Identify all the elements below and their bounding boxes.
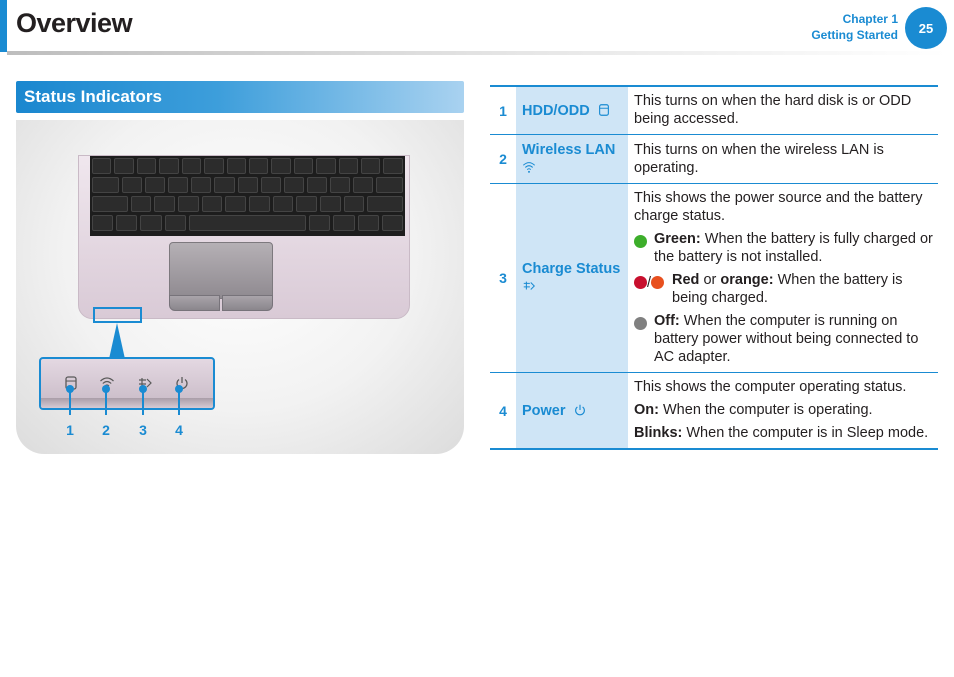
indicator-highlight-box (93, 307, 142, 323)
charge-state-green: Green: When the battery is fully charged or the battery is not installed. (634, 230, 938, 266)
row-description: This turns on when the wireless LAN is operating. (634, 141, 884, 176)
indicator-zoom-view (39, 357, 215, 410)
header-divider (7, 51, 947, 55)
row-name-cell (516, 135, 628, 184)
wifi-icon (522, 160, 536, 174)
callout-number-2: 2 (102, 422, 110, 438)
red-led-icon (634, 276, 647, 289)
status-indicator-table (490, 85, 938, 450)
callout-number-1: 1 (66, 422, 74, 438)
grey-led-icon (634, 317, 647, 330)
page-title: Overview (16, 8, 133, 38)
chapter-number: Chapter 1 (842, 12, 898, 26)
callout-line-3 (142, 389, 144, 415)
charge-icon (522, 279, 536, 293)
indicator-name: Power (522, 402, 566, 419)
callout-number-4: 4 (175, 422, 183, 438)
charge-state-off: Off: When the computer is running on battery power without being connected to AC adapter. (634, 312, 938, 366)
keyboard-illustration (90, 156, 405, 236)
table-row (490, 86, 938, 135)
indicator-name: Charge Status (522, 261, 621, 277)
orange-led-icon (651, 276, 664, 289)
callout-line-2 (105, 389, 107, 415)
laptop-illustration (78, 155, 410, 319)
chapter-label (811, 11, 898, 43)
section-heading-bar (16, 81, 464, 113)
touchpad-left-button (169, 295, 220, 311)
row-number: 4 (499, 402, 507, 419)
hdd-icon (597, 103, 611, 117)
chapter-name: Getting Started (811, 28, 898, 42)
row-name-cell (516, 184, 628, 373)
green-led-icon (634, 235, 647, 248)
row-number: 1 (499, 102, 507, 119)
callout-line-1 (69, 389, 71, 415)
touchpad-right-button (222, 295, 273, 311)
touchpad (169, 242, 273, 299)
power-blinks-state: Blinks: When the computer is in Sleep mode. (634, 425, 929, 441)
row-number: 3 (499, 270, 507, 286)
callout-line-4 (178, 389, 180, 415)
section-title: Status Indicators (24, 87, 162, 106)
table-row (490, 184, 938, 373)
row-description: This shows the computer operating status. On: When the computer is operating. Blinks: When the computer is in Sleep mode. (628, 373, 938, 450)
indicator-name: HDD/ODD (522, 102, 590, 119)
row-description: This shows the power source and the battery charge status. Green: When the battery is fully charged or the battery is not installed. / Red or orange: When the battery is being charged. Off: When the computer is running on battery power without being connected to AC adapter. (628, 184, 938, 373)
table-row (490, 135, 938, 184)
page-number-badge: 25 (905, 7, 947, 49)
charge-state-red-orange: / Red or orange: When the battery is being charged. (634, 271, 938, 307)
table-row (490, 373, 938, 450)
callout-number-3: 3 (139, 422, 147, 438)
row-description: This turns on when the hard disk is or ODD being accessed. (634, 93, 912, 127)
indicator-name: Wireless LAN (522, 142, 616, 158)
power-icon (573, 403, 587, 417)
row-name-cell (516, 86, 628, 135)
zoom-pointer (109, 323, 125, 359)
power-on-state: On: When the computer is operating. (634, 402, 873, 418)
row-number: 2 (499, 151, 507, 167)
header-accent-bar (0, 0, 7, 52)
row-name-cell (516, 373, 628, 450)
